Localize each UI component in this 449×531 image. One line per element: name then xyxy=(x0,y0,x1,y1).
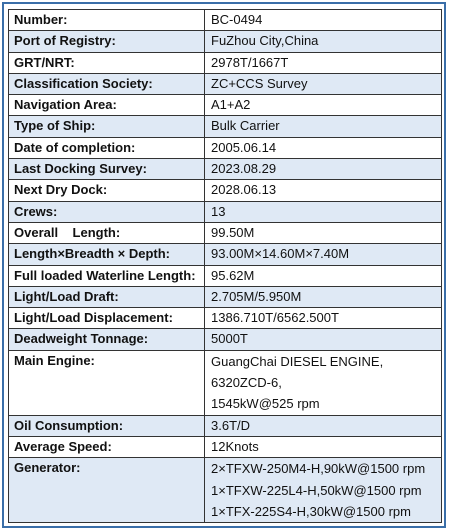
table-row xyxy=(9,244,442,265)
table-row xyxy=(9,137,442,158)
row-value: 13 xyxy=(205,201,442,222)
row-value: 99.50M xyxy=(205,222,442,243)
row-value: 2023.08.29 xyxy=(205,159,442,180)
row-label: Classification Society: xyxy=(9,73,205,94)
table-row xyxy=(9,201,442,222)
row-label: Number: xyxy=(9,10,205,31)
row-value: 12Knots xyxy=(205,436,442,457)
generator-line: 2×TFXW-250M4-H,90kW@1500 rpm xyxy=(211,461,426,477)
table-row xyxy=(9,286,442,307)
table-row xyxy=(9,308,442,329)
main-engine-line: 1545kW@525 rpm xyxy=(211,396,320,412)
main-engine-line: 6320ZCD-6, xyxy=(211,375,282,391)
row-value: 2005.06.14 xyxy=(205,137,442,158)
generator-line: 1×TFX-225S4-H,30kW@1500 rpm xyxy=(211,503,411,519)
row-value: 93.00M×14.60M×7.40M xyxy=(205,244,442,265)
row-label: Navigation Area: xyxy=(9,95,205,116)
row-value: 3.6T/D xyxy=(205,415,442,436)
table-row-main-engine xyxy=(9,350,442,415)
table-row xyxy=(9,10,442,31)
row-label: Crews: xyxy=(9,201,205,222)
main-engine-line: GuangChai DIESEL ENGINE, xyxy=(211,353,384,369)
row-value: A1+A2 xyxy=(205,95,442,116)
table-row xyxy=(9,95,442,116)
row-label: Last Docking Survey: xyxy=(9,159,205,180)
row-label: Light/Load Displacement: xyxy=(9,308,205,329)
row-value: Bulk Carrier xyxy=(205,116,442,137)
row-value: 95.62M xyxy=(205,265,442,286)
row-label: Type of Ship: xyxy=(9,116,205,137)
generator-label: Generator: xyxy=(9,458,205,523)
table-row xyxy=(9,222,442,243)
table-row-generator xyxy=(9,458,442,523)
row-value: 2.705M/5.950M xyxy=(205,286,442,307)
row-label: GRT/NRT: xyxy=(9,52,205,73)
row-value: ZC+CCS Survey xyxy=(205,73,442,94)
generator-line: 1×TFXW-225L4-H,50kW@1500 rpm xyxy=(211,482,422,498)
table-row xyxy=(9,436,442,457)
row-label: Next Dry Dock: xyxy=(9,180,205,201)
row-value: BC-0494 xyxy=(205,10,442,31)
row-value: 2028.06.13 xyxy=(205,180,442,201)
ship-spec-table xyxy=(8,9,442,523)
ship-spec-sheet xyxy=(2,2,446,528)
generator-value xyxy=(205,458,442,523)
main-engine-value xyxy=(205,350,442,415)
table-row xyxy=(9,265,442,286)
table-row xyxy=(9,116,442,137)
row-label: Overall Length: xyxy=(9,222,205,243)
row-label: Average Speed: xyxy=(9,436,205,457)
row-label: Length×Breadth × Depth: xyxy=(9,244,205,265)
table-row xyxy=(9,52,442,73)
row-value: 2978T/1667T xyxy=(205,52,442,73)
row-label: Deadweight Tonnage: xyxy=(9,329,205,350)
row-value: 5000T xyxy=(205,329,442,350)
table-row xyxy=(9,73,442,94)
row-label: Date of completion: xyxy=(9,137,205,158)
table-row xyxy=(9,180,442,201)
row-value: 1386.710T/6562.500T xyxy=(205,308,442,329)
table-row xyxy=(9,329,442,350)
row-value: FuZhou City,China xyxy=(205,31,442,52)
row-label: Full loaded Waterline Length: xyxy=(9,265,205,286)
row-label: Oil Consumption: xyxy=(9,415,205,436)
main-engine-label: Main Engine: xyxy=(9,350,205,415)
table-row xyxy=(9,415,442,436)
row-label: Port of Registry: xyxy=(9,31,205,52)
table-row xyxy=(9,159,442,180)
table-row xyxy=(9,31,442,52)
row-label: Light/Load Draft: xyxy=(9,286,205,307)
